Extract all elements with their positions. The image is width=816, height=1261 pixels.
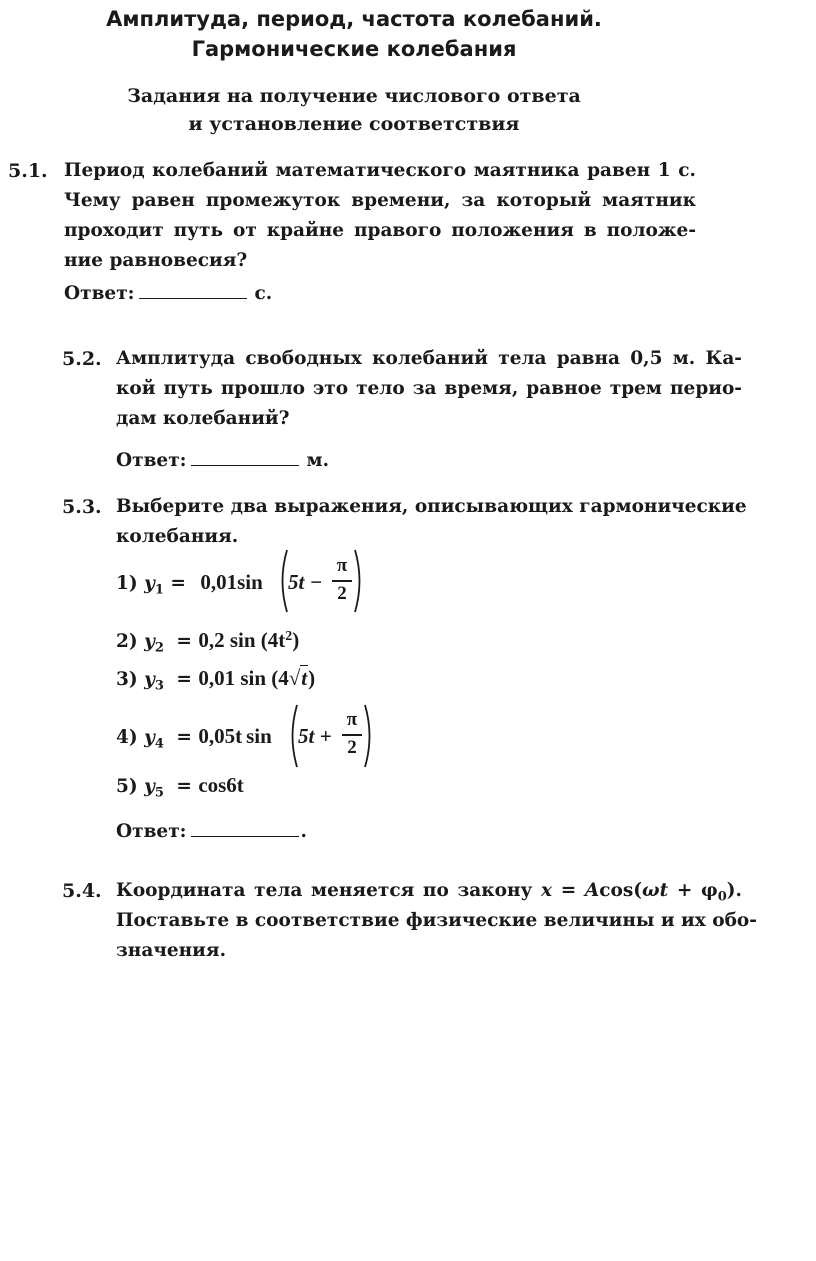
fraction-denominator: 2 (347, 737, 357, 758)
coefficient: 0,05t (198, 724, 243, 748)
option-label: 3) (116, 669, 138, 690)
text-line (116, 876, 742, 906)
equals-sign: = (170, 573, 186, 594)
task-text (64, 156, 696, 276)
exponent: 2 (285, 628, 293, 644)
fraction-bar (332, 580, 352, 582)
answer-blank[interactable] (139, 282, 247, 299)
variable: y (144, 727, 155, 748)
option-label: 1) (116, 573, 138, 594)
variable-subscript: 1 (154, 582, 164, 598)
option-label: 4) (116, 727, 138, 748)
variable: y (144, 669, 155, 690)
answer-blank[interactable] (191, 449, 299, 466)
law-phi: φ (701, 880, 718, 901)
closing-paren: ) (292, 628, 300, 652)
text-line: значения. (116, 940, 227, 961)
fraction-numerator: π (346, 709, 358, 730)
fraction-numerator: π (336, 555, 348, 576)
text-line: кой путь прошло это тело за время, равное трем перио- (116, 378, 742, 399)
text-line: колебания. (116, 526, 239, 547)
function-name: sin (246, 724, 272, 748)
expression: cos6t (198, 773, 244, 797)
text-line: Поставьте в соответствие физические величины и их обо- (116, 910, 757, 931)
page-title (4, 4, 704, 64)
function-name: sin (237, 570, 263, 594)
text-line: дам колебаний? (116, 408, 290, 429)
law-close: ). (726, 880, 742, 901)
law-amplitude: A (584, 880, 600, 901)
law-omega-t: ωt (642, 880, 669, 901)
task-number: 5.4. (62, 880, 102, 902)
task-number: 5.3. (62, 496, 102, 518)
closing-paren: ) (308, 666, 316, 690)
text-line: Амплитуда свободных колебаний тела равна 0,5 м. Ка- (116, 348, 742, 369)
answer-label: Ответ: (116, 821, 187, 842)
text-line: Выберите два выражения, описывающих гармонические (116, 496, 747, 517)
expression: 0,01 sin (4 (198, 666, 289, 690)
equals-sign: = (176, 776, 192, 797)
subtitle-line-2: и установление соответствия (188, 113, 520, 135)
option-1-argument (288, 567, 322, 599)
argument: 5t + (298, 724, 332, 748)
sqrt-sign: √ (288, 666, 301, 690)
equals-sign: = (176, 669, 192, 690)
right-paren (362, 703, 376, 769)
fraction-bar (342, 734, 362, 736)
law-cos: cos( (599, 880, 642, 901)
equals-sign: = (176, 631, 192, 652)
variable: y (144, 631, 155, 652)
variable-subscript: 5 (154, 785, 164, 801)
option-2 (116, 625, 299, 657)
variable-subscript: 3 (154, 678, 164, 694)
answer-label: Ответ: (116, 450, 187, 471)
text-line: проходит путь от крайне правого положения в положе- (64, 220, 696, 241)
task-number: 5.2. (62, 348, 102, 370)
option-4-argument (298, 721, 332, 753)
answer-unit: . (300, 821, 307, 842)
text-line: Чему равен промежуток времени, за который маятник (64, 190, 696, 211)
radicand: t (301, 666, 308, 690)
subtitle-line-1: Задания на получение числового ответа (127, 85, 581, 107)
text-line: ние равновесия? (64, 250, 248, 271)
option-label: 2) (116, 631, 138, 652)
law-x: x (541, 880, 553, 901)
task-text (116, 344, 742, 434)
variable: y (144, 776, 155, 797)
answer-label: Ответ: (64, 283, 135, 304)
expression: 0,2 sin (4t (198, 628, 286, 652)
title-line-1: Амплитуда, период, частота колебаний. (106, 7, 602, 31)
coefficient: 0,01 (200, 570, 238, 594)
law-phi-subscript: 0 (717, 889, 727, 905)
task-text (116, 492, 747, 552)
option-label: 5) (116, 776, 138, 797)
option-1 (116, 567, 263, 599)
variable-subscript: 4 (154, 736, 164, 752)
variable-subscript: 2 (154, 640, 164, 656)
answer-row (64, 280, 272, 308)
answer-unit: м. (306, 450, 330, 471)
text-line: Период колебаний математического маятника равен 1 с. (64, 160, 696, 181)
answer-row (116, 818, 307, 846)
fraction-denominator: 2 (337, 583, 347, 604)
answer-unit: с. (254, 283, 273, 304)
option-5 (116, 770, 244, 802)
law-intro: Координата тела меняется по закону (116, 880, 541, 901)
option-3 (116, 663, 315, 695)
right-paren (352, 548, 366, 614)
option-4 (116, 721, 272, 753)
title-line-2: Гармонические колебания (191, 37, 517, 61)
task-number: 5.1. (8, 160, 48, 182)
variable: y (144, 573, 155, 594)
law-equals: = (552, 880, 585, 901)
argument: 5t − (288, 570, 323, 594)
task-text (116, 876, 757, 966)
equals-sign: = (176, 727, 192, 748)
answer-row (116, 447, 329, 475)
answer-blank[interactable] (191, 820, 299, 837)
section-subtitle (4, 82, 704, 138)
law-plus: + (668, 880, 701, 901)
